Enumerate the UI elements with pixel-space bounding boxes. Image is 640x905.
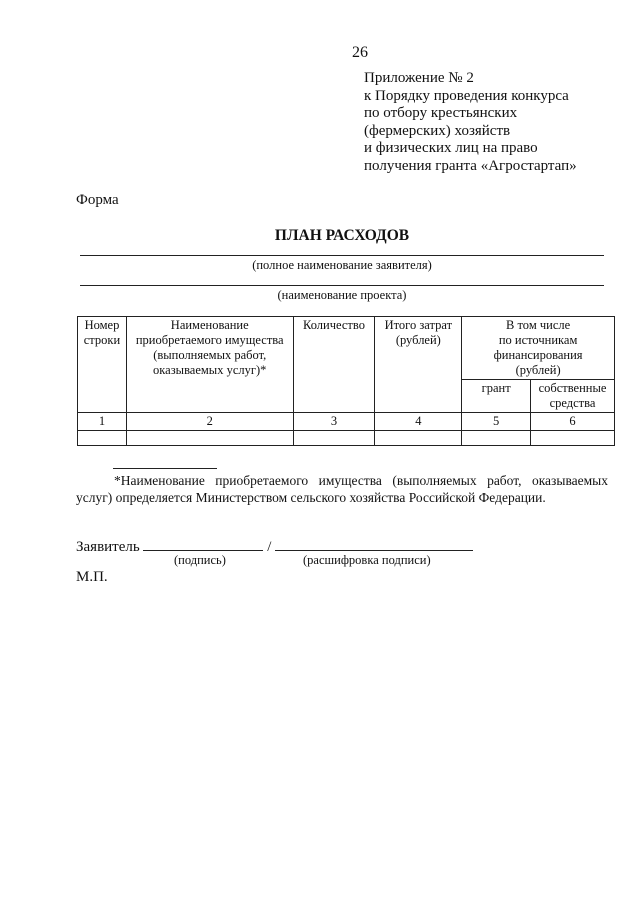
header-total-cost — [375, 317, 462, 413]
header-text: средства — [549, 396, 596, 410]
column-number: 6 — [531, 413, 615, 431]
empty-data-row — [78, 431, 615, 446]
empty-cell[interactable] — [462, 431, 531, 446]
transcript-caption: (расшифровка подписи) — [303, 553, 431, 567]
header-text: оказываемых услуг)* — [153, 363, 267, 377]
header-text: (рублей) — [515, 363, 561, 377]
appendix-line: (фермерских) хозяйств — [364, 122, 511, 139]
applicant-label: Заявитель — [76, 539, 140, 555]
footnote-text: *Наименование приобретаемого имущества (выполняемых работ, оказываемых услуг) определяется Министерством сельского хозяйства Российской Федерации. — [76, 473, 608, 505]
appendix-line: Приложение № 2 — [364, 70, 474, 86]
header-text: по источникам — [498, 333, 578, 347]
header-funding-sources — [462, 317, 615, 380]
header-text: строки — [83, 333, 121, 347]
project-caption: (наименование проекта) — [277, 288, 407, 302]
header-text: (рублей) — [395, 333, 441, 347]
column-number: 5 — [462, 413, 531, 431]
document-title: ПЛАН РАСХОДОВ — [274, 227, 410, 244]
header-text: Наименование — [170, 318, 249, 332]
column-number: 3 — [293, 413, 375, 431]
signature-field[interactable] — [143, 536, 263, 551]
signature-caption: (подпись) — [174, 553, 226, 567]
empty-cell[interactable] — [531, 431, 615, 446]
appendix-line: по отбору крестьянских — [364, 105, 518, 121]
applicant-caption: (полное наименование заявителя) — [252, 258, 432, 272]
appendix-line: получения гранта «Агростартап» — [364, 157, 577, 174]
project-name-line — [80, 285, 604, 286]
header-row-number — [78, 317, 127, 413]
column-number: 2 — [126, 413, 293, 431]
header-text: Количество — [303, 318, 365, 332]
column-number-row — [78, 413, 615, 431]
signature-separator: / — [267, 539, 272, 555]
page-number: 26 — [352, 44, 368, 61]
header-text: В том числе — [506, 318, 571, 332]
header-text: Итого затрат — [384, 318, 453, 332]
header-text: грант — [481, 381, 511, 395]
column-number: 4 — [375, 413, 462, 431]
empty-cell[interactable] — [375, 431, 462, 446]
header-item-name — [126, 317, 293, 413]
header-quantity — [293, 317, 375, 413]
header-text: Номер — [84, 318, 120, 332]
column-number: 1 — [78, 413, 127, 431]
signature-transcript-field[interactable] — [275, 536, 473, 551]
appendix-line: и физических лиц на право — [364, 140, 538, 156]
header-grant — [462, 380, 531, 413]
appendix-line: к Порядку проведения конкурса — [364, 87, 569, 104]
appendix-block — [364, 70, 577, 175]
expense-plan-table — [77, 316, 615, 446]
empty-cell[interactable] — [78, 431, 127, 446]
header-text: приобретаемого имущества — [135, 333, 284, 347]
empty-cell[interactable] — [126, 431, 293, 446]
header-own-funds — [531, 380, 615, 413]
form-label: Форма — [76, 192, 119, 208]
header-text: (выполняемых работ, — [153, 348, 267, 362]
header-text: финансирования — [493, 348, 583, 362]
empty-cell[interactable] — [293, 431, 375, 446]
applicant-name-line — [80, 255, 604, 256]
header-text: собственные — [538, 381, 607, 395]
footnote-separator — [113, 468, 217, 469]
seal-label: М.П. — [76, 569, 108, 585]
